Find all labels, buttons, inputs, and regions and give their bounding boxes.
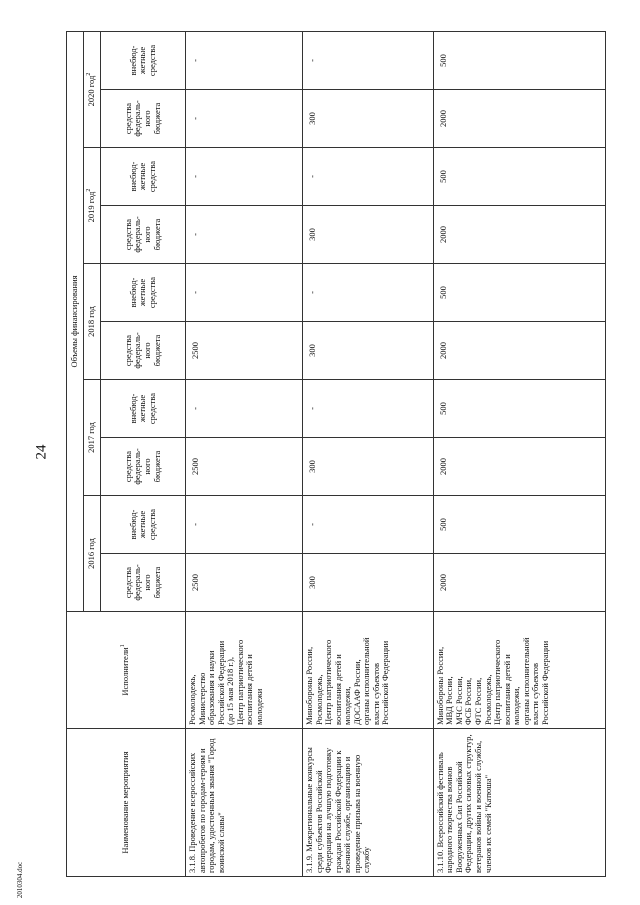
year-label: 2017 год bbox=[86, 422, 97, 453]
funding-table bbox=[66, 31, 606, 877]
value-cell: 2000 bbox=[433, 90, 605, 148]
header-federal-2016: средства федераль- ного бюджета bbox=[101, 554, 186, 612]
year-note: 2 bbox=[86, 188, 93, 192]
value-cell: - bbox=[303, 496, 434, 554]
footer-filename: 2010304.doc bbox=[16, 861, 24, 899]
value-cell: - bbox=[303, 264, 434, 322]
value-cell: 500 bbox=[433, 380, 605, 438]
header-extrabudget-2018: внебюд- жетные средства bbox=[101, 264, 186, 322]
header-federal-2020: средства федераль- ного бюджета bbox=[101, 90, 186, 148]
header-volume: Объемы финансирования bbox=[67, 31, 84, 611]
header-federal-2018: средства федераль- ного бюджета bbox=[101, 322, 186, 380]
table-row bbox=[433, 31, 605, 876]
table-row bbox=[186, 31, 303, 876]
value-cell: 300 bbox=[303, 322, 434, 380]
value-cell: 500 bbox=[433, 148, 605, 206]
value-cell: 500 bbox=[433, 496, 605, 554]
page-number: 24 bbox=[33, 444, 50, 460]
value-cell: 2000 bbox=[433, 438, 605, 496]
value-cell: - bbox=[186, 496, 303, 554]
value-cell: 300 bbox=[303, 206, 434, 264]
header-executors-note: 1 bbox=[120, 644, 127, 648]
row-name: 3.1.9. Межрегиональные конкурсы среди субъектов Российской Федерации на лучшую подготовку граждан Российской Федерации к военной службе, организацию и проведение призыва на военную службу bbox=[303, 729, 434, 877]
value-cell: - bbox=[186, 148, 303, 206]
row-executors: Минобороны России, МВД России, МЧС России, ФСБ России, ФТС России, Росмолодежь, Центр патриотического воспитания детей и молодежи, органы исполнительной власти субъектов Российской Федерации bbox=[433, 612, 605, 729]
value-cell: - bbox=[186, 264, 303, 322]
value-cell: 500 bbox=[433, 31, 605, 89]
funding-table-frame bbox=[66, 32, 606, 877]
row-executors: Росмолодежь, Министерство образования и науки Российской Федерации (до 15 мая 2018 г.), Центр патриотического воспитания детей и молодежи bbox=[186, 612, 303, 729]
table-row bbox=[303, 31, 434, 876]
value-cell: - bbox=[303, 380, 434, 438]
header-executors-label: Исполнители bbox=[120, 647, 131, 696]
year-note: 2 bbox=[86, 72, 93, 76]
value-cell: 2500 bbox=[186, 322, 303, 380]
value-cell: - bbox=[186, 206, 303, 264]
year-label: 2020 год bbox=[86, 75, 97, 107]
value-cell: 500 bbox=[433, 264, 605, 322]
value-cell: 300 bbox=[303, 554, 434, 612]
value-cell: 300 bbox=[303, 90, 434, 148]
value-cell: 2000 bbox=[433, 554, 605, 612]
header-year-2019 bbox=[84, 148, 101, 264]
value-cell: - bbox=[186, 31, 303, 89]
value-cell: - bbox=[303, 31, 434, 89]
value-cell: 2500 bbox=[186, 438, 303, 496]
row-name: 3.1.8. Проведение всероссийских автопробегов по городам-героям и городам, удостоенным звания "Город воинской славы" bbox=[186, 729, 303, 877]
header-executors bbox=[67, 612, 186, 729]
value-cell: - bbox=[303, 148, 434, 206]
header-federal-2017: средства федераль- ного бюджета bbox=[101, 438, 186, 496]
row-name: 3.1.10. Всероссийский фестиваль народного творчества воинов Вооруженных Сил Российской Федерации, других силовых структур, ветеранов войны и военной службы, членов их семей "Катюша" bbox=[433, 729, 605, 877]
year-label: 2019 год bbox=[86, 191, 97, 223]
value-cell: - bbox=[186, 380, 303, 438]
header-year-2017 bbox=[84, 380, 101, 496]
value-cell: 2500 bbox=[186, 554, 303, 612]
header-year-2020 bbox=[84, 31, 101, 147]
value-cell: 300 bbox=[303, 438, 434, 496]
header-year-2018 bbox=[84, 264, 101, 380]
header-year-2016 bbox=[84, 496, 101, 612]
value-cell: 2000 bbox=[433, 322, 605, 380]
header-extrabudget-2019: внебюд- жетные средства bbox=[101, 148, 186, 206]
header-federal-2019: средства федераль- ного бюджета bbox=[101, 206, 186, 264]
value-cell: - bbox=[186, 90, 303, 148]
row-executors: Минобороны России, Росмолодежь, Центр патриотического воспитания детей и молодежи, ДОСААФ России, органы исполнительной власти субъектов Российской Федерации bbox=[303, 612, 434, 729]
header-name: Наименование мероприятия bbox=[67, 729, 186, 877]
header-extrabudget-2017: внебюд- жетные средства bbox=[101, 380, 186, 438]
value-cell: 2000 bbox=[433, 206, 605, 264]
year-label: 2018 год bbox=[86, 306, 97, 337]
year-label: 2016 год bbox=[86, 538, 97, 569]
header-extrabudget-2016: внебюд- жетные средства bbox=[101, 496, 186, 554]
header-extrabudget-2020: внебюд- жетные средства bbox=[101, 31, 186, 89]
